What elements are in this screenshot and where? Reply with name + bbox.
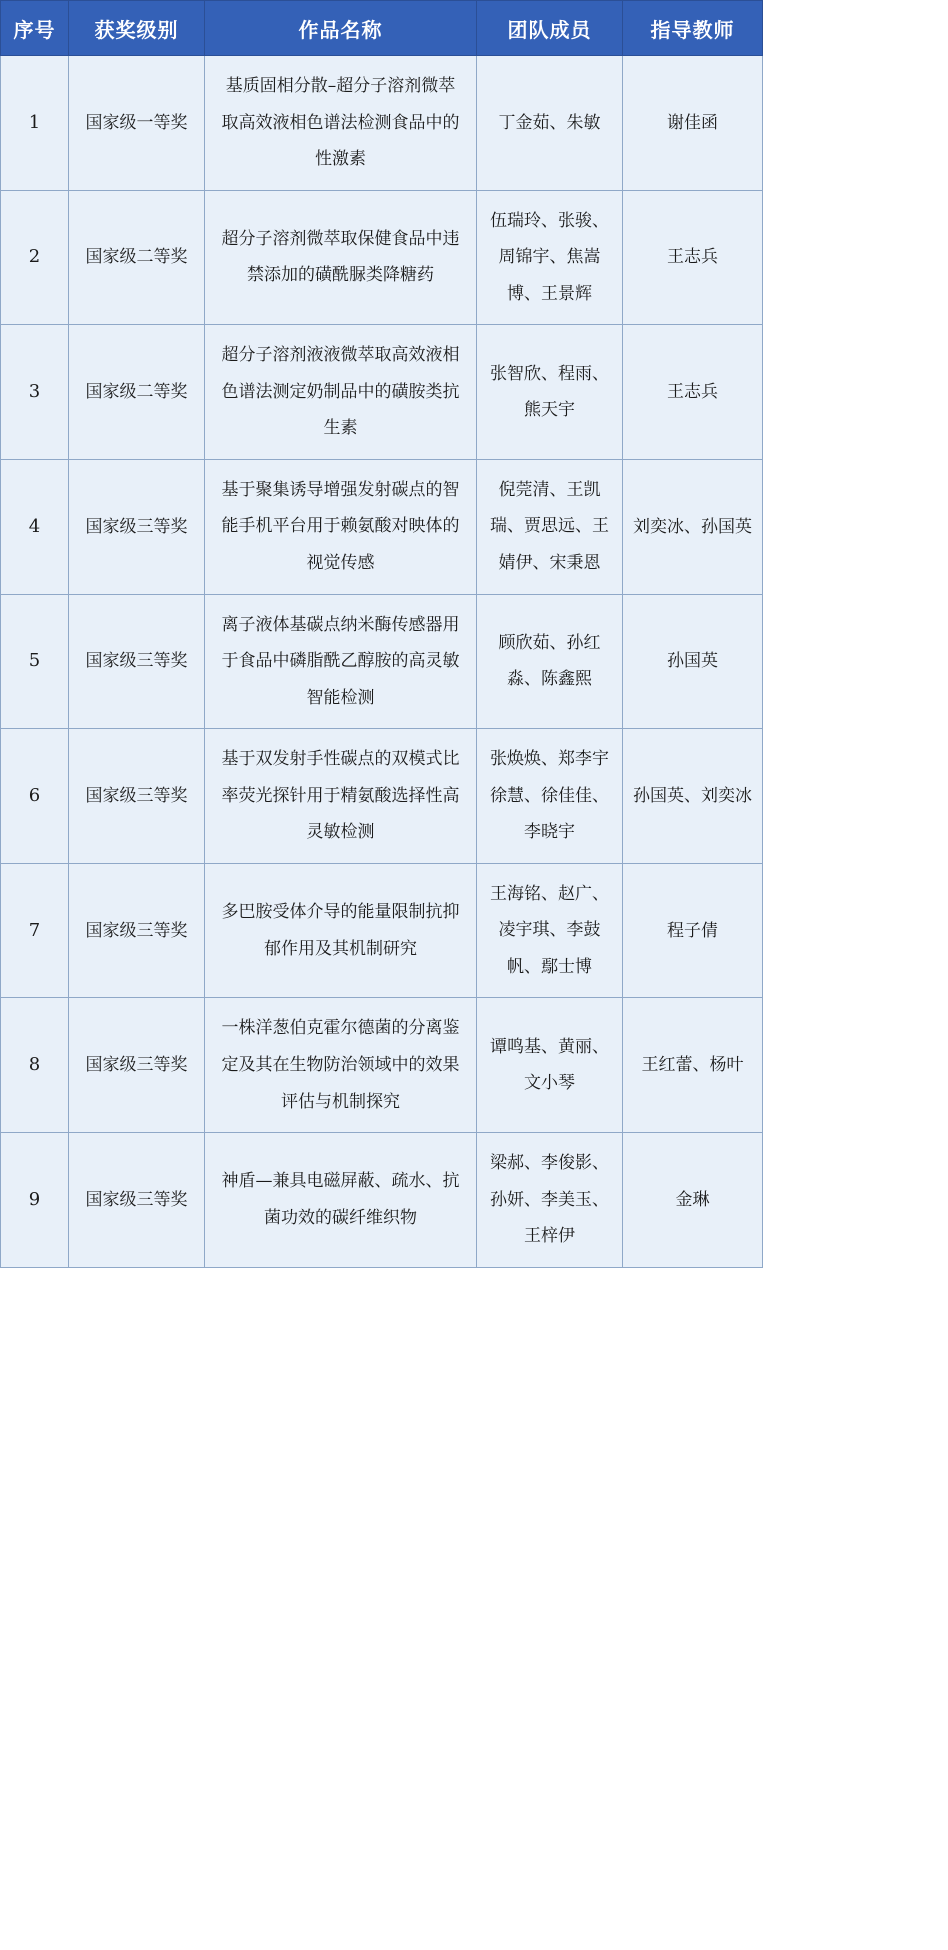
table-header-row	[1, 1, 763, 56]
cell-title: 多巴胺受体介导的能量限制抗抑郁作用及其机制研究	[205, 863, 477, 998]
column-header-team: 团队成员	[477, 1, 623, 56]
cell-team: 梁郝、李俊影、孙妍、李美玉、王梓伊	[477, 1133, 623, 1268]
table-row	[1, 56, 763, 191]
cell-mentor: 程子倩	[623, 863, 763, 998]
cell-title: 基于双发射手性碳点的双模式比率荧光探针用于精氨酸选择性高灵敏检测	[205, 729, 477, 864]
cell-title: 超分子溶剂液液微萃取高效液相色谱法测定奶制品中的磺胺类抗生素	[205, 325, 477, 460]
cell-level: 国家级三等奖	[69, 863, 205, 998]
cell-team: 伍瑞玲、张骏、周锦宇、焦嵩博、王景辉	[477, 190, 623, 325]
cell-level: 国家级二等奖	[69, 325, 205, 460]
cell-mentor: 谢佳函	[623, 56, 763, 191]
column-header-mentor: 指导教师	[623, 1, 763, 56]
cell-index: 8	[1, 998, 69, 1133]
cell-index: 2	[1, 190, 69, 325]
table-header	[1, 1, 763, 56]
cell-mentor: 刘奕冰、孙国英	[623, 459, 763, 594]
column-header-level: 获奖级别	[69, 1, 205, 56]
cell-team: 丁金茹、朱敏	[477, 56, 623, 191]
table-row	[1, 459, 763, 594]
cell-level: 国家级三等奖	[69, 1133, 205, 1268]
cell-level: 国家级三等奖	[69, 729, 205, 864]
cell-index: 1	[1, 56, 69, 191]
cell-mentor: 王红蕾、杨叶	[623, 998, 763, 1133]
table-row	[1, 998, 763, 1133]
column-header-title: 作品名称	[205, 1, 477, 56]
table-row	[1, 729, 763, 864]
table-row	[1, 190, 763, 325]
cell-index: 3	[1, 325, 69, 460]
cell-mentor: 孙国英、刘奕冰	[623, 729, 763, 864]
cell-level: 国家级三等奖	[69, 459, 205, 594]
cell-index: 6	[1, 729, 69, 864]
cell-index: 5	[1, 594, 69, 729]
cell-title: 神盾—兼具电磁屏蔽、疏水、抗菌功效的碳纤维织物	[205, 1133, 477, 1268]
cell-level: 国家级三等奖	[69, 594, 205, 729]
table-row	[1, 594, 763, 729]
cell-mentor: 王志兵	[623, 190, 763, 325]
cell-team: 张智欣、程雨、熊天宇	[477, 325, 623, 460]
cell-index: 4	[1, 459, 69, 594]
cell-title: 超分子溶剂微萃取保健食品中违禁添加的磺酰脲类降糖药	[205, 190, 477, 325]
cell-mentor: 金琳	[623, 1133, 763, 1268]
cell-team: 倪莞清、王凯瑞、贾思远、王婧伊、宋秉恩	[477, 459, 623, 594]
cell-level: 国家级二等奖	[69, 190, 205, 325]
cell-title: 离子液体基碳点纳米酶传感器用于食品中磷脂酰乙醇胺的高灵敏智能检测	[205, 594, 477, 729]
cell-mentor: 王志兵	[623, 325, 763, 460]
cell-level: 国家级一等奖	[69, 56, 205, 191]
table-row	[1, 1133, 763, 1268]
cell-index: 7	[1, 863, 69, 998]
cell-team: 王海铭、赵广、凌宇琪、李鼓帆、鄢士博	[477, 863, 623, 998]
cell-team: 谭鸣基、黄丽、文小琴	[477, 998, 623, 1133]
cell-level: 国家级三等奖	[69, 998, 205, 1133]
column-header-index: 序号	[1, 1, 69, 56]
cell-team: 顾欣茹、孙红淼、陈鑫熙	[477, 594, 623, 729]
cell-title: 基于聚集诱导增强发射碳点的智能手机平台用于赖氨酸对映体的视觉传感	[205, 459, 477, 594]
cell-team: 张焕焕、郑李宇徐慧、徐佳佳、李晓宇	[477, 729, 623, 864]
table-body	[1, 56, 763, 1268]
cell-title: 基质固相分散–超分子溶剂微萃取高效液相色谱法检测食品中的性激素	[205, 56, 477, 191]
table-row	[1, 863, 763, 998]
table-row	[1, 325, 763, 460]
cell-mentor: 孙国英	[623, 594, 763, 729]
cell-title: 一株洋葱伯克霍尔德菌的分离鉴定及其在生物防治领域中的效果评估与机制探究	[205, 998, 477, 1133]
cell-index: 9	[1, 1133, 69, 1268]
